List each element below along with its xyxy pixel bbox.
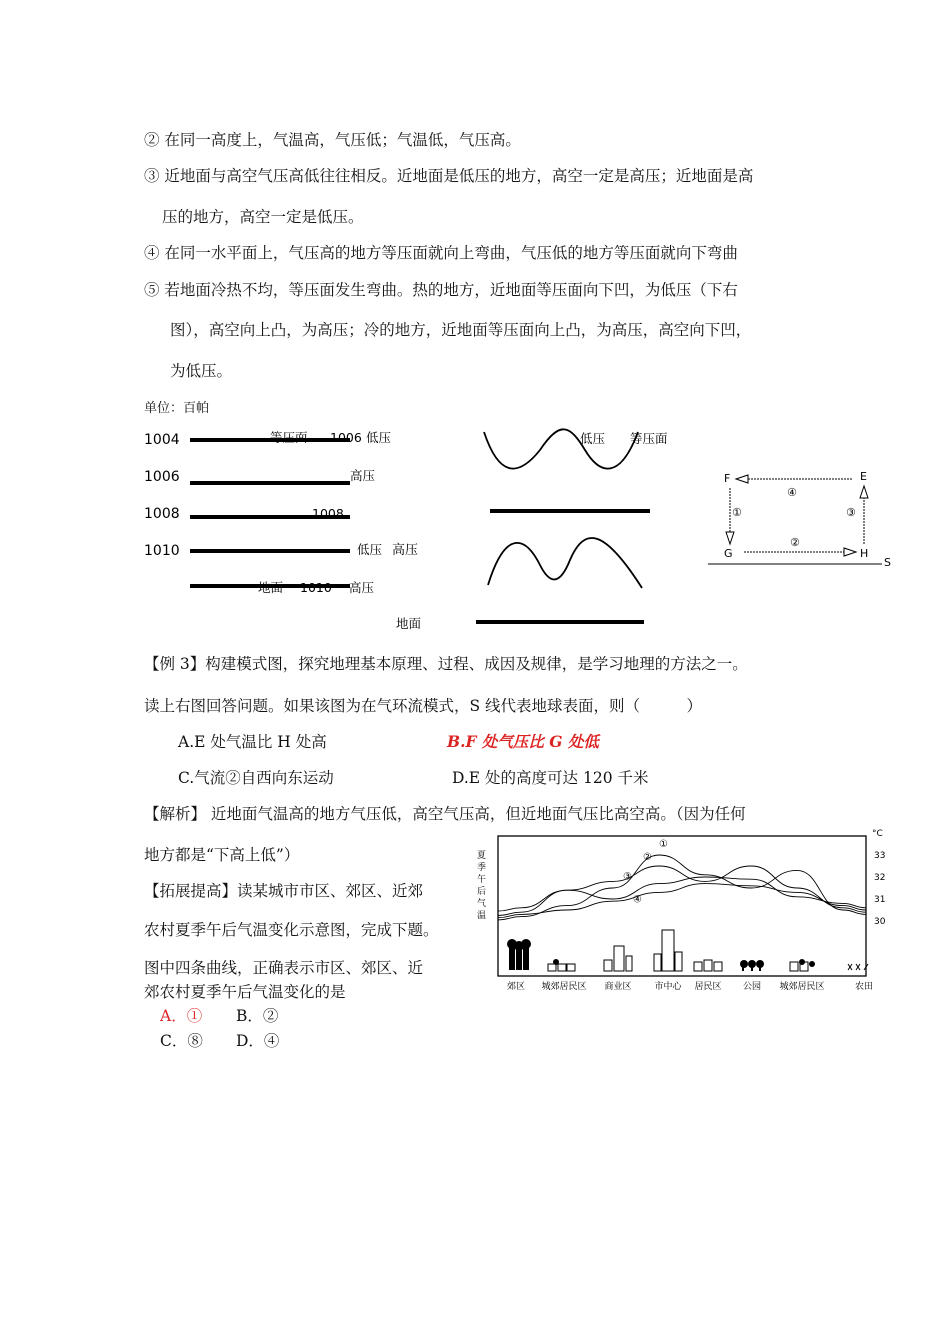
value-1010: 1010 bbox=[300, 580, 332, 595]
extension-line3: 图中四条曲线，正确表示市区、郊区、近 bbox=[144, 959, 424, 977]
high-label-3: 高压 bbox=[349, 580, 375, 595]
rule-5-cont2: 为低压。 bbox=[170, 362, 233, 380]
category-label: 公园 bbox=[742, 982, 762, 992]
extension-option-c: C．⑧ bbox=[160, 1032, 203, 1050]
y-tick-label: 32 bbox=[874, 873, 886, 883]
extension-line1: 【拓展提高】读某城市市区、郊区、近郊 bbox=[144, 882, 424, 900]
tree-icon bbox=[507, 939, 531, 970]
low-label: 低压 bbox=[580, 431, 606, 446]
chart-ylabel: 夏季午后气温 bbox=[475, 850, 485, 922]
analysis-line2: 地方都是“下高上低”） bbox=[144, 846, 300, 864]
series-label-2: ② bbox=[643, 852, 652, 863]
rule-3-cont: 压的地方，高空一定是低压。 bbox=[162, 208, 364, 226]
low-label-2: 低压 bbox=[357, 542, 383, 557]
chart-yunit: °C bbox=[872, 829, 883, 839]
category-label: 城郊居民区 bbox=[541, 982, 587, 992]
arrow-4-head bbox=[736, 475, 748, 483]
series-label-3: ③ bbox=[623, 871, 632, 883]
point-E: E bbox=[860, 470, 867, 483]
isobar-label: 等压面 bbox=[270, 430, 308, 445]
category-label: 城郊居民区 bbox=[779, 982, 825, 992]
point-G: G bbox=[724, 547, 733, 560]
series-label-1: ① bbox=[659, 839, 668, 850]
high-label-2: 高压 bbox=[392, 543, 419, 558]
point-H: H bbox=[860, 547, 869, 560]
point-S: S bbox=[884, 556, 891, 569]
extension-option-d: D．④ bbox=[236, 1032, 280, 1050]
arrow-1-head bbox=[726, 532, 734, 544]
series-label-4: ④ bbox=[633, 894, 642, 906]
arrow-3-label: ③ bbox=[846, 506, 856, 519]
example3-option-d: D.E 处的高度可达 120 千米 bbox=[452, 769, 649, 787]
isobar-figure bbox=[140, 420, 440, 610]
isobar-label: 等压面 bbox=[630, 431, 668, 446]
example3-option-a: A.E 处气温比 H 处高 bbox=[178, 733, 327, 751]
analysis-line1: 【解析】 近地面气温高的地方气压低，高空气压高，但近地面气压比高空高。（因为任何 bbox=[144, 805, 746, 823]
arrow-2-head bbox=[844, 548, 856, 556]
low-label-1: 低压 bbox=[366, 430, 392, 445]
rule-5-cont1: 图），高空向上凸，为高压；冷的地方，近地面等压面向上凸，为高压，高空向下凹， bbox=[170, 321, 752, 339]
extension-line2: 农村夏季午后气温变化示意图，完成下题。 bbox=[144, 921, 439, 939]
example3-line2: 读上右图回答问题。如果该图为在气环流模式，S 线代表地球表面，则（ ） bbox=[144, 697, 703, 715]
y-tick-label: 31 bbox=[874, 895, 886, 905]
level-1006: 1006 bbox=[144, 469, 180, 485]
rule-3: ③ 近地面与高空气压高低往往相反。近地面是低压的地方，高空一定是高压；近地面是高 bbox=[144, 167, 754, 185]
level-1010: 1010 bbox=[144, 543, 180, 559]
category-label: 居民区 bbox=[694, 982, 722, 992]
example3-option-c: C.气流②自西向东运动 bbox=[178, 769, 334, 787]
upper-curved-isobar bbox=[484, 429, 638, 468]
ground-label: 地面 bbox=[258, 580, 284, 595]
example3-line1: 【例 3】构建模式图，探究地理基本原理、过程、成因及规律，是学习地理的方法之一。 bbox=[144, 655, 748, 673]
circulation-figure bbox=[700, 462, 900, 577]
unit-label: 单位：百帕 bbox=[144, 401, 210, 416]
point-F: F bbox=[724, 472, 731, 485]
rule-4: ④ 在同一水平面上，气压高的地方等压面就向上弯曲，气压低的地方等压面就向下弯曲 bbox=[144, 244, 738, 262]
arrow-3-head bbox=[860, 486, 868, 498]
value-1006: 1006 bbox=[330, 430, 362, 445]
category-label: 市中心 bbox=[654, 982, 682, 992]
lower-curved-isobar bbox=[488, 538, 642, 588]
rule-2: ② 在同一高度上，气温高，气压低；气温低，气压高。 bbox=[144, 131, 521, 149]
y-tick-label: 33 bbox=[874, 851, 886, 861]
extension-option-a: A．① bbox=[160, 1007, 203, 1025]
ground-label: 地面 bbox=[396, 616, 422, 631]
arrow-2-label: ② bbox=[790, 536, 800, 549]
category-label: 郊区 bbox=[506, 982, 526, 992]
arrow-1-label: ① bbox=[732, 506, 742, 519]
arrow-4-label: ④ bbox=[787, 486, 797, 499]
category-label: 农田 bbox=[854, 982, 874, 992]
rule-5: ⑤ 若地面冷热不均，等压面发生弯曲。热的地方，近地面等压面向下凹，为低压（下右 bbox=[144, 281, 738, 299]
level-1008: 1008 bbox=[144, 506, 180, 522]
temperature-chart bbox=[472, 826, 892, 996]
extension-option-b: B．② bbox=[236, 1007, 279, 1025]
example3-option-b: B.F 处气压比 G 处低 bbox=[447, 732, 599, 751]
extension-line4: 郊农村夏季午后气温变化的是 bbox=[144, 983, 346, 1001]
level-1004: 1004 bbox=[144, 432, 180, 448]
value-1008: 1008 bbox=[312, 506, 344, 521]
category-label: 商业区 bbox=[604, 982, 632, 992]
high-label-1: 高压 bbox=[350, 468, 376, 483]
y-tick-label: 30 bbox=[874, 917, 886, 927]
